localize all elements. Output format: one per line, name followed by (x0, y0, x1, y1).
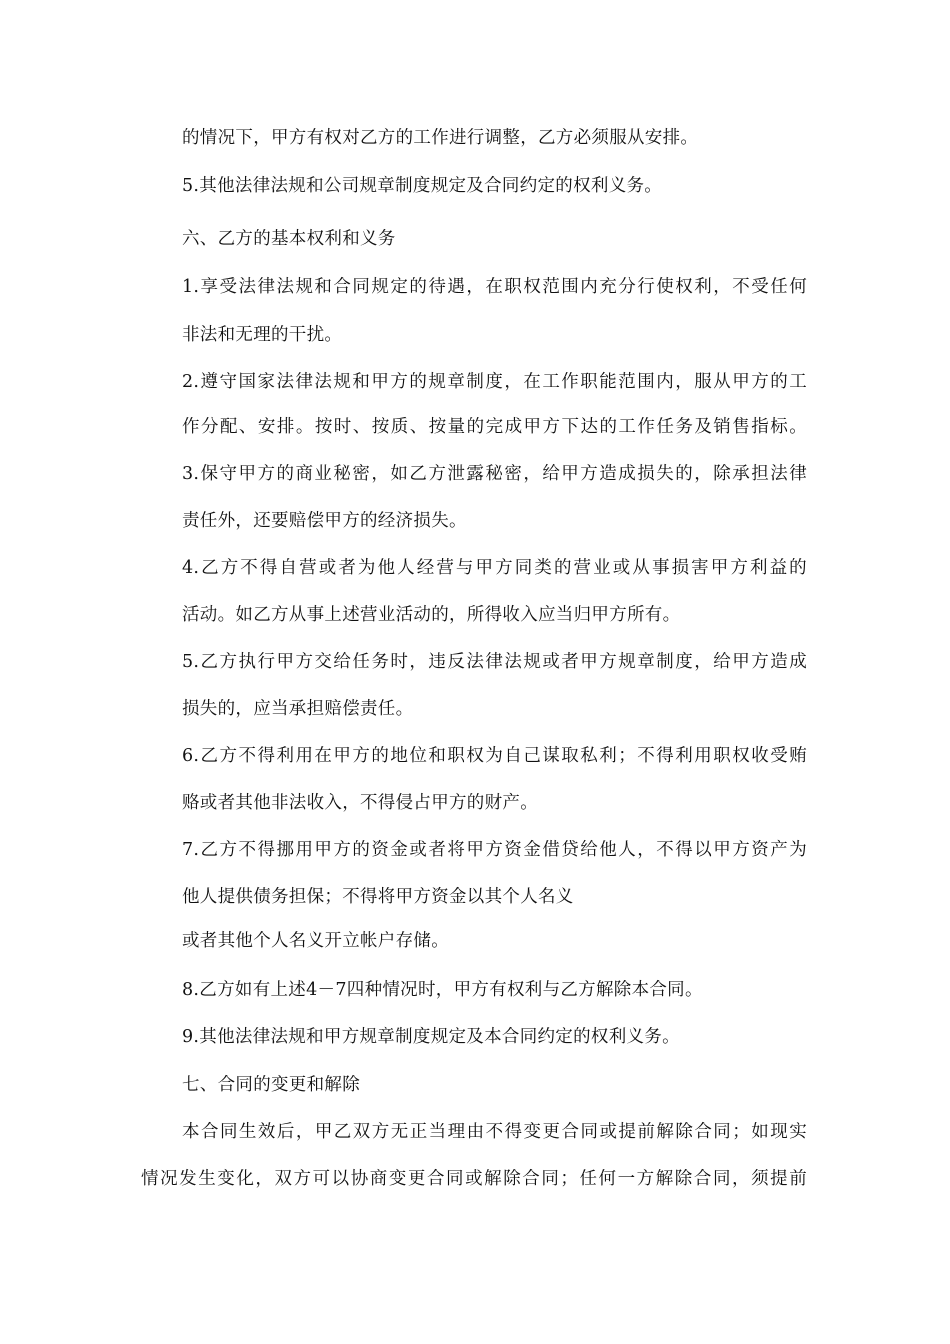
text-line: 或者其他个人名义开立帐户存储。 (182, 931, 449, 951)
text-line: 损失的，应当承担赔偿责任。 (182, 699, 414, 719)
text-line: 4.乙方不得自营或者为他人经营与甲方同类的营业或从事损害甲方利益的 (182, 558, 807, 578)
text-line: 2.遵守国家法律法规和甲方的规章制度，在工作职能范围内，服从甲方的工 (182, 372, 807, 392)
text-line: 活动。如乙方从事上述营业活动的，所得收入应当归甲方所有。 (182, 605, 681, 625)
text-line: 5.其他法律法规和公司规章制度规定及合同约定的权利义务。 (182, 176, 663, 196)
text-line: 责任外，还要赔偿甲方的经济损失。 (182, 511, 467, 531)
section-heading: 七、合同的变更和解除 (182, 1075, 360, 1095)
text-line: 5.乙方执行甲方交给任务时，违反法律法规或者甲方规章制度，给甲方造成 (182, 652, 807, 672)
text-line: 非法和无理的干扰。 (182, 325, 343, 345)
text-line: 他人提供债务担保；不得将甲方资金以其个人名义 (182, 887, 574, 907)
text-line: 1.享受法律法规和合同规定的待遇，在职权范围内充分行使权利，不受任何 (182, 277, 807, 297)
text-line: 7.乙方不得挪用甲方的资金或者将甲方资金借贷给他人，不得以甲方资产为 (182, 840, 807, 860)
section-heading: 六、乙方的基本权利和义务 (182, 229, 396, 249)
text-line: 8.乙方如有上述4－7四种情况时，甲方有权利与乙方解除本合同。 (182, 980, 703, 1000)
text-line: 的情况下，甲方有权对乙方的工作进行调整，乙方必须服从安排。 (182, 128, 699, 148)
text-line: 6.乙方不得利用在甲方的地位和职权为自己谋取私利；不得利用职权收受贿 (182, 746, 807, 766)
text-line: 9.其他法律法规和甲方规章制度规定及本合同约定的权利义务。 (182, 1027, 680, 1047)
text-line: 情况发生变化，双方可以协商变更合同或解除合同；任何一方解除合同，须提前 (141, 1169, 807, 1189)
text-line: 赂或者其他非法收入，不得侵占甲方的财产。 (182, 793, 538, 813)
text-line: 作分配、安排。按时、按质、按量的完成甲方下达的工作任务及销售指标。 (182, 417, 807, 437)
text-line: 3.保守甲方的商业秘密，如乙方泄露秘密，给甲方造成损失的，除承担法律 (182, 464, 807, 484)
text-line: 本合同生效后，甲乙双方无正当理由不得变更合同或提前解除合同；如现实 (182, 1122, 807, 1142)
